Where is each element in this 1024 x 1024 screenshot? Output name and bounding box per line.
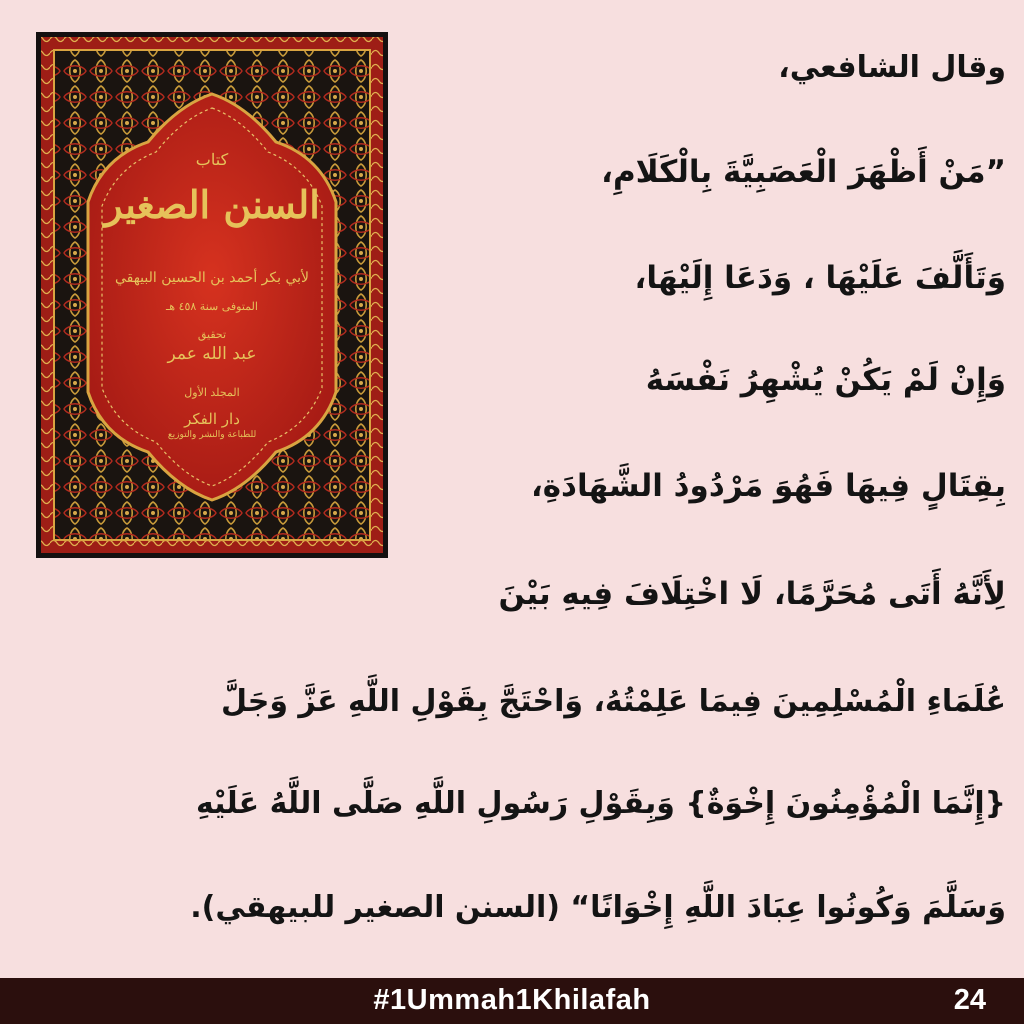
book-cover-image: [36, 32, 388, 558]
quote-line-1: وقال الشافعي،: [778, 50, 1006, 85]
quote-line-4: وَإِنْ لَمْ يَكُنْ يُشْهِرُ نَفْسَهُ: [645, 362, 1006, 398]
quote-line-8: {إِنَّمَا الْمُؤْمِنُونَ إِخْوَةٌ} وَبِقَوْلِ رَسُولِ اللَّهِ صَلَّى اللَّهُ عَلَيْهِ: [195, 786, 1006, 821]
hashtag: #1Ummah1Khilafah: [373, 984, 651, 1016]
book-publisher-sub: للطباعة والنشر والتوزيع: [167, 430, 257, 440]
quote-line-7: عُلَمَاءِ الْمُسْلِمِينَ فِيمَا عَلِمْتُهُ، وَاحْتَجَّ بِقَوْلِ اللَّهِ عَزَّ وَجَلَّ: [220, 684, 1006, 719]
page-number: 24: [953, 984, 986, 1016]
book-cover-art: [36, 32, 388, 558]
book-author: لأبي بكر أحمد بن الحسين البيهقي: [114, 270, 310, 286]
book-kicker: كتاب: [195, 150, 229, 169]
quote-line-2: ”مَنْ أَظْهَرَ الْعَصَبِيَّةَ بِالْكَلَامِ،: [601, 154, 1006, 190]
quote-line-5: بِقِتَالٍ فِيهَا فَهُوَ مَرْدُودُ الشَّهَادَةِ،: [530, 468, 1006, 504]
book-publisher: دار الفكر: [184, 410, 240, 428]
book-title: السنن الصغير: [104, 182, 320, 227]
book-death-year: المتوفى سنة ٤٥٨ هـ: [166, 300, 258, 313]
book-editor-label: تحقيق: [197, 328, 227, 341]
book-volume: المجلد الأول: [184, 386, 240, 399]
quote-line-9: وَسَلَّمَ وَكُونُوا عِبَادَ اللَّهِ إِخْوَانًا“ (السنن الصغير للبيهقي).: [190, 890, 1006, 925]
quote-line-3: وَتَأَلَّفَ عَلَيْهَا ، وَدَعَا إِلَيْهَا،: [634, 260, 1006, 296]
footer-bar: [0, 978, 1024, 1024]
quote-line-6: لِأَنَّهُ أَتَى مُحَرَّمًا، لَا اخْتِلَافَ فِيهِ بَيْنَ: [498, 576, 1006, 612]
book-editor-name: عبد الله عمر: [167, 344, 257, 364]
